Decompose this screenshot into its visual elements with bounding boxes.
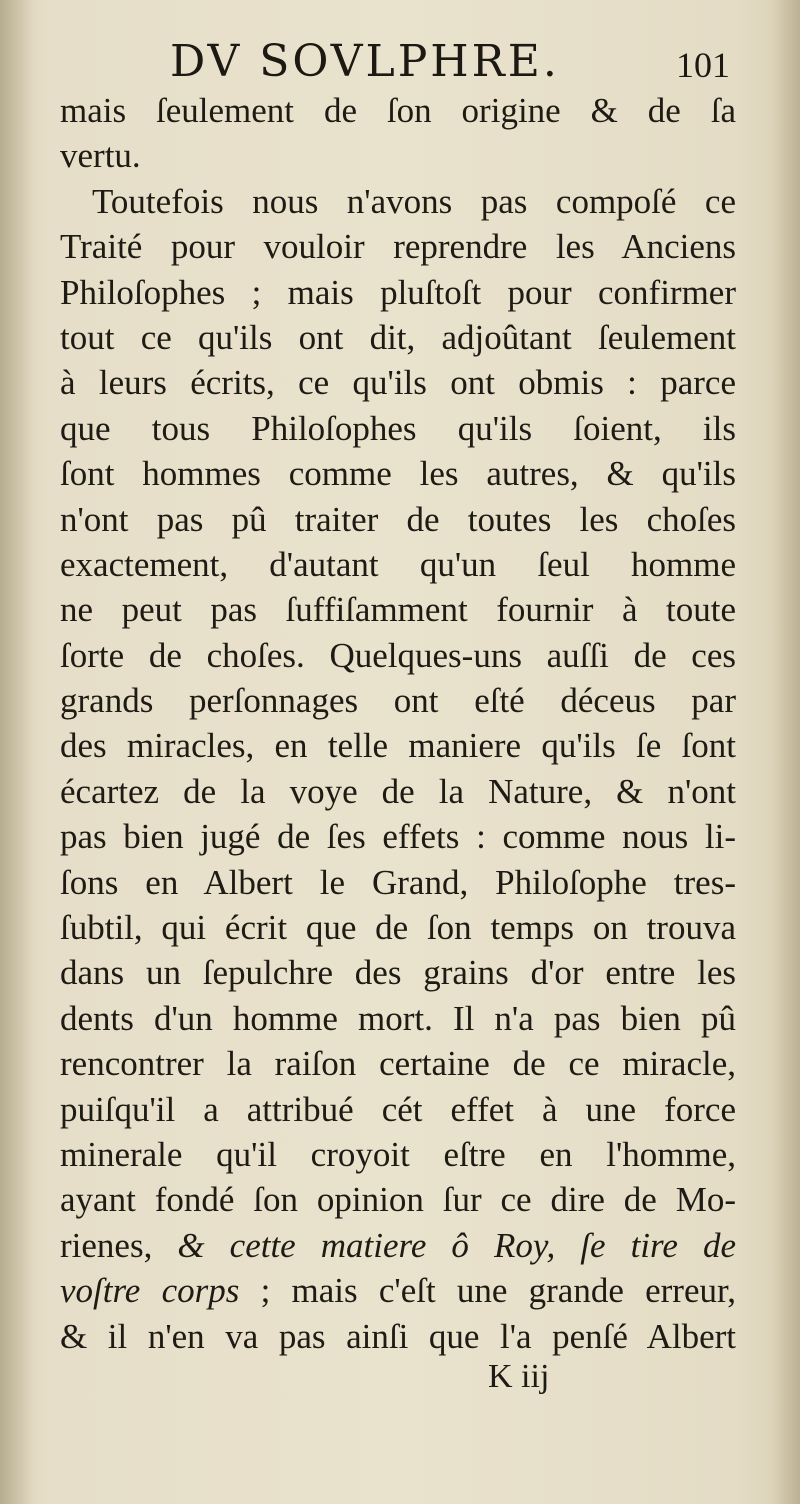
- page-edge-shadow: [772, 0, 800, 1504]
- text-line-19: ſubtil, qui écrit que de ſon temps on trouva: [60, 908, 736, 948]
- text-line-9: ſont hommes comme les autres, & qu'ils: [60, 454, 736, 494]
- text-line-7: à leurs écrits, ce qu'ils ont obmis : parce: [60, 363, 736, 403]
- text-line-17: pas bien jugé de ſes effets : comme nous li-: [60, 817, 736, 857]
- italic-quotation: & cette matiere ô Roy, ſe tire de: [177, 1225, 736, 1265]
- text-line-13: ſorte de choſes. Quelques-uns auſſi de ces: [60, 635, 736, 675]
- text-line-5: Philoſophes ; mais pluſtoſt pour confirmer: [60, 272, 736, 312]
- text-line-11: exactement, d'autant qu'un ſeul homme: [60, 544, 736, 584]
- text-line-1: mais ſeulement de ſon origine & de ſa: [60, 91, 736, 130]
- text-line-15: des miracles, en telle maniere qu'ils ſe ſont: [60, 726, 736, 766]
- text-line-4: Traité pour vouloir reprendre les Anciens: [60, 227, 736, 267]
- text-line-26: [60, 1223, 736, 1268]
- text-line-26-start: rienes,: [60, 1225, 178, 1265]
- text-line-18: ſons en Albert le Grand, Philoſophe tres-: [60, 862, 736, 902]
- signature-mark: K iij: [488, 1358, 550, 1395]
- page-number: 101: [676, 45, 730, 85]
- italic-quotation-end: voſtre corps: [60, 1271, 240, 1311]
- text-line-27-rest: ; mais c'eſt une grande erreur,: [239, 1271, 736, 1311]
- text-line-24: minerale qu'il croyoit eſtre en l'homme,: [60, 1134, 736, 1174]
- text-line-25: ayant fondé ſon opinion ſur ce dire de Mo-: [60, 1180, 736, 1220]
- text-line-28: & il n'en va pas ainſi que l'a penſé Albert: [60, 1316, 736, 1356]
- text-line-8: que tous Philoſophes qu'ils ſoient, ils: [60, 408, 736, 448]
- text-line-21: dents d'un homme mort. Il n'a pas bien pû: [60, 998, 736, 1038]
- text-line-20: dans un ſepulchre des grains d'or entre les: [60, 953, 736, 993]
- text-line-16: écartez de la voye de la Nature, & n'ont: [60, 771, 736, 811]
- running-title: DV SOVLPHRE.: [170, 36, 560, 87]
- text-line-22: rencontrer la raiſon certaine de ce miracle,: [60, 1044, 736, 1084]
- text-line-10: n'ont pas pû traiter de toutes les choſes: [60, 499, 736, 539]
- text-line-14: grands perſonnages ont eſté déceus par: [60, 681, 736, 721]
- text-line-3: Toutefois nous n'avons pas compoſé ce: [92, 181, 736, 221]
- text-line-12: ne peut pas ſuffiſamment fournir à toute: [60, 590, 736, 630]
- text-line-27: [60, 1268, 736, 1313]
- gutter-shadow: [0, 0, 34, 1504]
- text-line-6: tout ce qu'ils ont dit, adjoûtant ſeulement: [60, 317, 736, 357]
- text-line-23: puiſqu'il a attribué cét effet à une force: [60, 1089, 736, 1129]
- page-header: [170, 36, 770, 96]
- text-line-2: vertu.: [60, 136, 141, 176]
- body-text: [60, 88, 736, 1359]
